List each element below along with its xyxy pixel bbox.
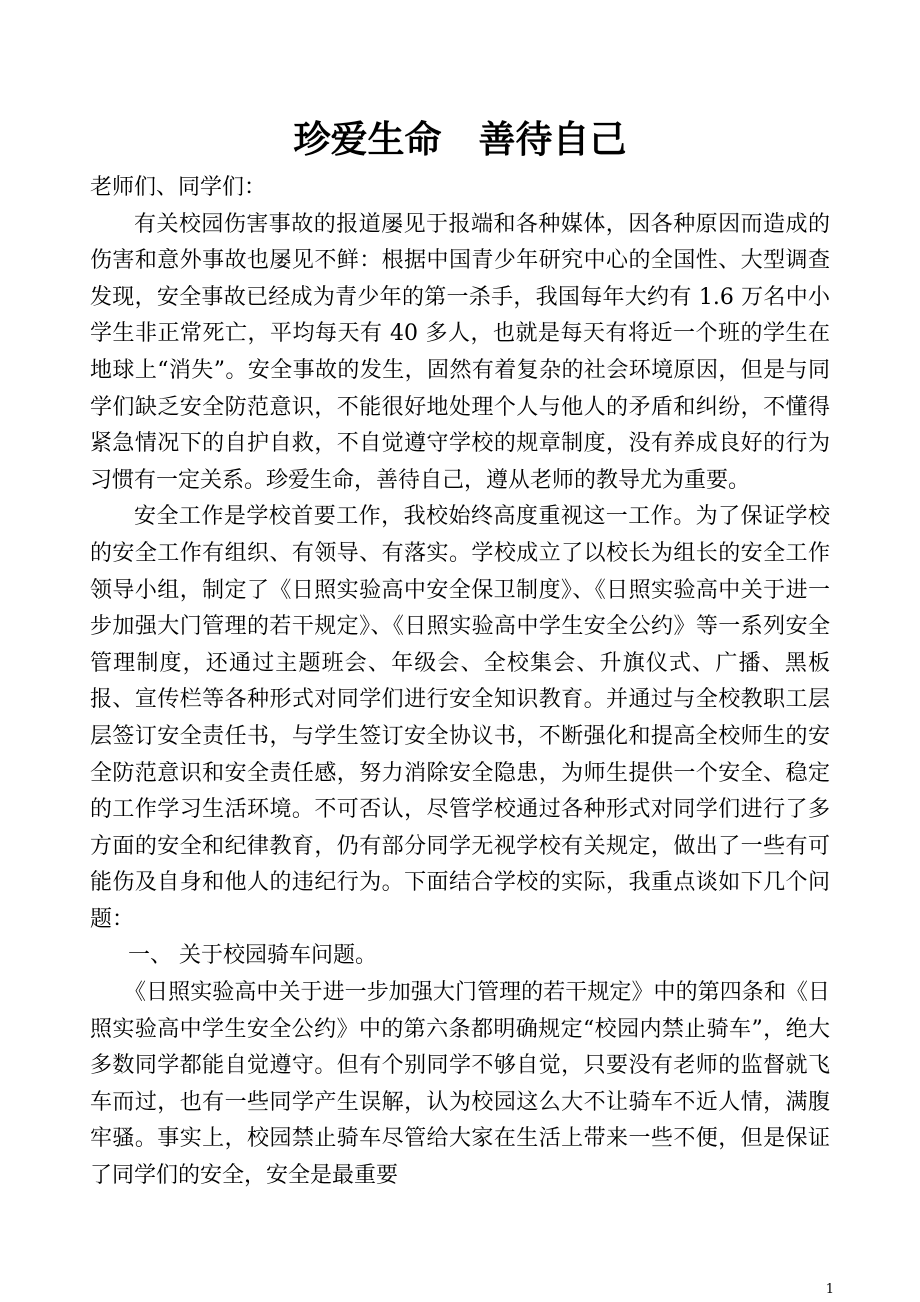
page-title: 珍爱生命 善待自己 [293,117,627,161]
section-paragraph: 《日照实验高中关于进一步加强大门管理的若干规定》中的第四条和《日照实验高中学生安全公约》中的第六条都明确规定“校园内禁止骑车”，绝大多数同学都能自觉遵守。但有个别同学不够自觉，只要没有老师的监督就飞车而过，也有一些同学产生误解，认为校园这么大不让骑车不近人情，满腹牢骚。事实上，校园禁止骑车尽管给大家在生活上带来一些不便，但是保证了同学们的安全，安全是最重要 [90,980,830,1189]
greeting: 老师们、同学们： [90,175,267,200]
document-body [90,170,830,1195]
paragraph-2: 安全工作是学校首要工作，我校始终高度重视这一工作。为了保证学校的安全工作有组织、有领导、有落实。学校成立了以校长为组长的安全工作领导小组，制定了《日照实验高中安全保卫制度》、《日照实验高中关于进一步加强大门管理的若干规定》、《日照实验高中学生安全公约》等一系列安全管理制度，还通过主题班会、年级会、全校集会、升旗仪式、广播、黑板报、宣传栏等各种形式对同学们进行安全知识教育。并通过与全校教职工层层签订安全责任书，与学生签订安全协议书，不断强化和提高全校师生的安全防范意识和安全责任感，努力消除安全隐患，为师生提供一个安全、稳定的工作学习生活环境。不可否认，尽管学校通过各种形式对同学们进行了多方面的安全和纪律教育，仍有部分同学无视学校有关规定，做出了一些有可能伤及自身和他人的违纪行为。下面结合学校的实际，我重点谈如下几个问题： [90,504,830,932]
paragraph-1: 有关校园伤害事故的报道屡见于报端和各种媒体，因各种原因而造成的伤害和意外事故也屡见不鲜：根据中国青少年研究中心的全国性、大型调查发现，安全事故已经成为青少年的第一杀手，我国每年大约有 1.6 万名中小学生非正常死亡，平均每天有 40 多人，也就是每天有将近一个班的学生在地球上“消失”。安全事故的发生，固然有着复杂的社会环境原因，但是与同学们缺乏安全防范意识，不能很好地处理个人与他人的矛盾和纠纷，不懂得紧急情况下的自护自救，不自觉遵守学校的规章制度，没有养成良好的行为习惯有一定关系。珍爱生命，善待自己，遵从老师的教导尤为重要。 [90,211,830,493]
section-heading: 一、 关于校园骑车问题。 [128,943,377,969]
page-number: 1 [825,1282,834,1297]
